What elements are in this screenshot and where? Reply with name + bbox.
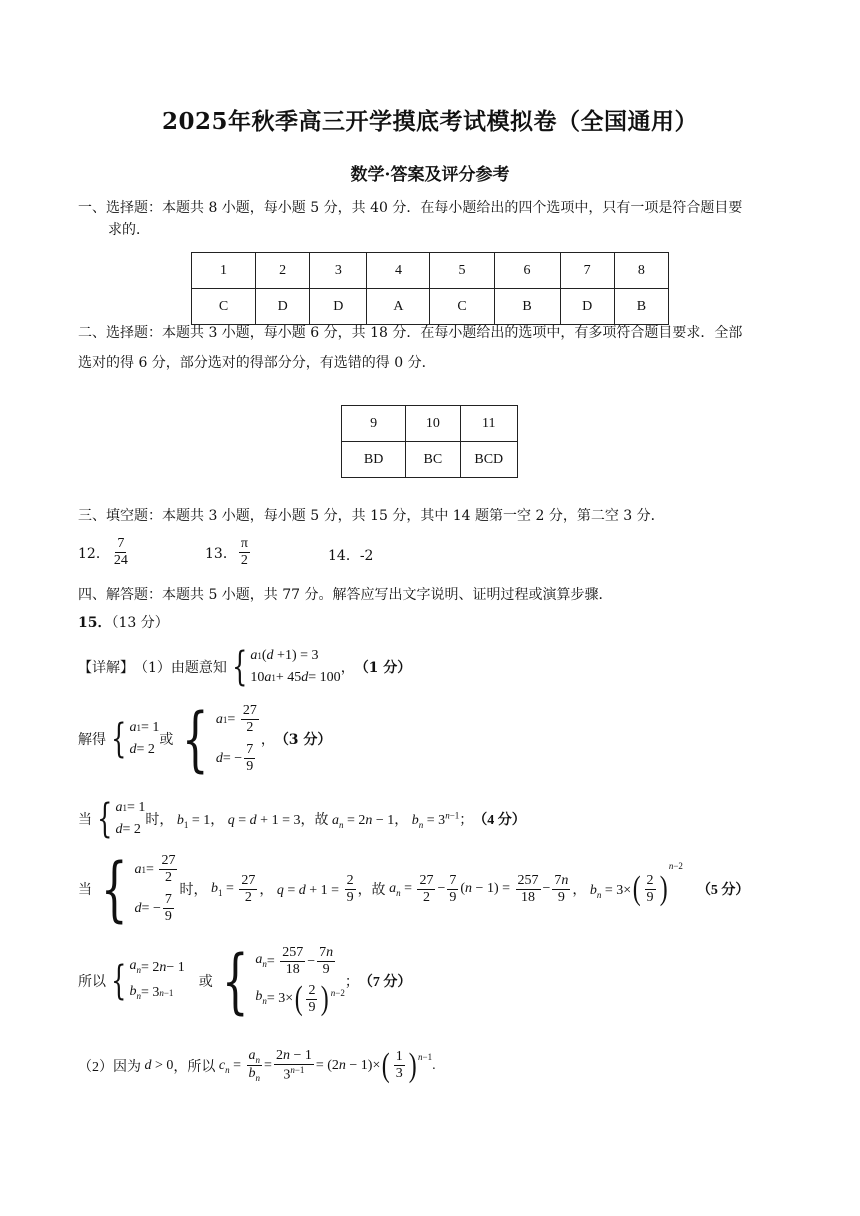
- score-mark: （3 分）: [274, 732, 332, 749]
- table-cell: 6: [494, 253, 560, 289]
- page-title: 2025年秋季高三开学摸底考试模拟卷（全国通用）: [161, 108, 698, 135]
- table-cell: BCD: [460, 442, 517, 478]
- score-mark: （1 分）: [354, 660, 412, 676]
- conclusion-system-a: { $a_n$ = 2 n − 1 $b_n$ = 3 n−1: [111, 957, 185, 1004]
- table-cell: D: [560, 289, 614, 325]
- or-text: 或: [159, 732, 174, 749]
- table-cell: 5: [430, 253, 494, 289]
- when-label: 当: [78, 813, 92, 828]
- case1-system: { a 1 = 1 d = 2: [97, 796, 146, 842]
- section3-instructions: 三、填空题：本题共 3 小题，每小题 5 分，共 15 分，其中 14 题第一空 2 分，第二空 3 分．: [78, 508, 665, 524]
- section2-instructions: 二、选择题：本题共 3 小题，每小题 6 分，共 18 分．在每小题给出的选项中，有多项符合题目要求．全部: [78, 325, 743, 341]
- table-cell: A: [367, 289, 430, 325]
- table-cell: 1: [192, 253, 256, 289]
- page-subtitle: 数学·答案及评分参考: [350, 165, 510, 185]
- solution-part1-setup: 【详解】 （1）由题意知 { a 1 ( d +1) = 3 10 a 1 + 45 d = 100 ， （1 分）: [78, 644, 412, 690]
- score-mark: （4 分）: [473, 813, 526, 828]
- table-cell: C: [192, 289, 256, 325]
- table-cell: B: [614, 289, 668, 325]
- table-cell: 10: [406, 406, 460, 442]
- solution-system-a: { a 1 = 1 d = 2: [111, 716, 160, 763]
- section2-answer-table: [341, 405, 518, 478]
- question-15-header: [78, 612, 169, 634]
- q15-score: （13 分）: [111, 615, 169, 631]
- table-cell: 2: [256, 253, 310, 289]
- table-cell: 3: [310, 253, 367, 289]
- table-cell: BC: [406, 442, 460, 478]
- table-cell: 4: [367, 253, 430, 289]
- table-cell: B: [494, 289, 560, 325]
- section1-instructions-cont: 求的．: [108, 222, 150, 238]
- solution-part2: （2）因为 d > 0 ，所以 $c_n$ = $\frac{a_n}{b_n}$ = $\frac{2n - 1}{3^{n-1}}$ = (2n − 1)× ( $\frac{1}{3}$ ) $^{n -1}$ .: [78, 1046, 436, 1084]
- q12-label: 12．: [78, 545, 110, 562]
- score-mark: （5 分）: [696, 883, 750, 899]
- case2-system: { a 1 = $\frac{27}{2}$ d = − $\frac{7}{9}$: [100, 848, 176, 931]
- table-cell: D: [310, 289, 367, 325]
- section1-instructions: 一、选择题：本题共 8 小题，每小题 5 分，共 40 分．在每小题给出的四个选项中，只有一项是符合题目要: [78, 200, 743, 216]
- q12-fraction: $\frac{7}{24}$: [113, 536, 128, 569]
- table-cell: 11: [460, 406, 517, 442]
- conclusion-system-b: { $a_n$ = $\frac{257}{18}$ − $\frac{7n}{9}$ $b_n$ = 3× ( $\frac{2}{9}$ ) $^{n -2}$: [221, 939, 345, 1022]
- solution-system-b: { a 1 = $\frac{27}{2}$ d = − $\frac{7}{9}$: [182, 698, 257, 781]
- score-mark: （7 分）: [358, 974, 412, 990]
- equation-system: { a 1 ( d +1) = 3 10 a 1 + 45 d = 100: [232, 644, 341, 690]
- section1-answer-table: [191, 252, 669, 325]
- q13-label: 13．: [205, 545, 237, 562]
- table-cell: C: [430, 289, 494, 325]
- solution-conclusion: 所以 { $a_n$ = 2 n − 1 $b_n$ = 3 n−1 或 { $a_n$ = $\frac{257}{18}$ − $\frac{7n}{9}$ $b_n$ = 3× ( $\frac{2}{9}$ ) $^{n -2}$ ； （7 分）: [78, 939, 412, 1022]
- section4-instructions: 四、解答题：本题共 5 小题，共 77 分。解答应写出文字说明、证明过程或演算步骤．: [78, 587, 613, 603]
- q13-fraction: $\frac{\pi}{2}$: [240, 536, 248, 569]
- table-cell: 8: [614, 253, 668, 289]
- answer-q12: [78, 536, 132, 569]
- table-row-answers: [342, 442, 518, 478]
- part2-intro: （2）因为: [78, 1059, 141, 1075]
- table-cell: 9: [342, 406, 406, 442]
- table-cell: 7: [560, 253, 614, 289]
- solve-label: 解得: [78, 732, 106, 749]
- table-cell: BD: [342, 442, 406, 478]
- detail-label: 【详解】: [78, 660, 134, 676]
- table-cell: D: [256, 289, 310, 325]
- answer-q13: [205, 536, 252, 569]
- answer-q14: 14．-2: [328, 548, 374, 564]
- solution-case1: 当 { a 1 = 1 d = 2 时， $b_1 = 1$， q = d + 1 = 3 ，故 $a_n = 2n - 1$， $b_n = 3^{n-1}$； （4 分）: [78, 796, 526, 842]
- therefore-label: 所以: [78, 974, 106, 990]
- part1-intro: （1）由题意知: [134, 660, 227, 676]
- table-row-numbers: [192, 253, 669, 289]
- table-row-answers: [192, 289, 669, 325]
- table-row-numbers: [342, 406, 518, 442]
- solution-case2: 当 { a 1 = $\frac{27}{2}$ d = − $\frac{7}{9}$ 时， $b_1$ = $\frac{27}{2}$ ， q = d + 1 = $\frac{2}{9}$ ，故 $a_n$ = $\frac{27}{2}$ − $\frac{7}{9}$ (n − 1) = $\frac{257}{18}$ − $\frac{7n}{9}$ ， $b_n = 3\times$ ( $\frac{2}{9}$ ) n−2 （5 分）: [78, 848, 750, 931]
- q15-label: 15．: [78, 615, 112, 631]
- solution-roots: 解得 { a 1 = 1 d = 2 或 { a 1 = $\frac{27}{2}$ d = − $\frac{7}{9}$ ， （3 分）: [78, 698, 332, 781]
- section2-instructions-cont: 选对的得 6 分，部分选对的得部分分，有选错的得 0 分．: [78, 355, 436, 371]
